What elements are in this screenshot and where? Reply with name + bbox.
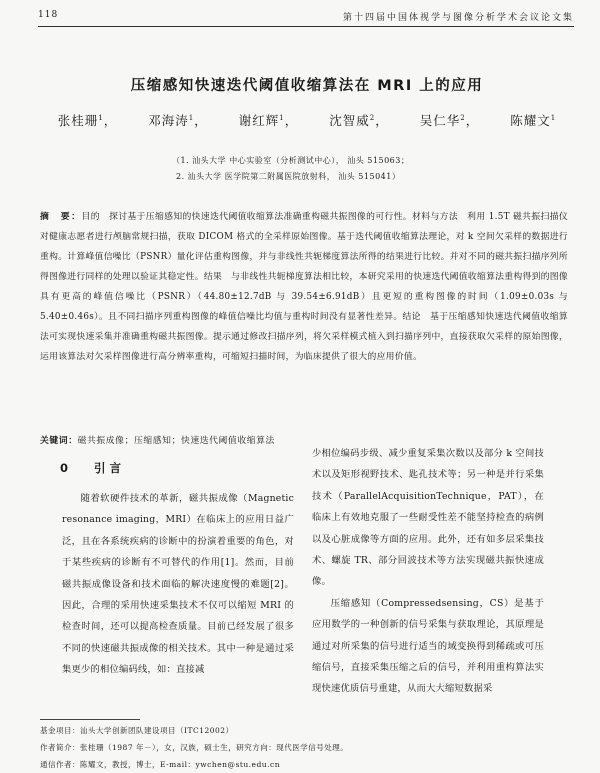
abstract-text: 目的 探讨基于压缩感知的快速迭代阈值收缩算法准确重构磁共振图像的可行性。材料与方法 利用 1.5T 磁共振扫描仪对健康志愿者进行颅脑常规扫描，获取 DICOM 格式的全采样原始图像。基于迭代阈值收缩算法理论，对 k 空间欠采样的数据进行重构。计算峰值信噪比（PSNR）量化评估重构图像，并与非线性共轭梯度算法所得的结果进行比较。并对不同的磁共振扫描序列所得图像进行同样的处理以验证其稳定性。结果 与非线性共轭梯度算法相比较，本研究采用的快速迭代阈值收缩算法重构得到的图像具有更高的峰值信噪比（PSNR）（44.80±12.7dB 与 39.54±6.91dB）且更短的重构图像的时间（1.09±0.03s 与 5.40±0.46s）。且不同扫描序列重构图像的峰值信噪比均值与重构时间没有显著性差异。结论 基于压缩感知快速迭代阈值收缩算法可实现快速采集并准确重构磁共振图像。提示通过修改扫描序列，将欠采样模式植入到扫描序列中，直接获取欠采样的原始图像，运用该算法对欠采样图像进行高分辨率重构，可缩短扫描时间，为临床提供了很大的应用价值。 (40, 212, 568, 362)
affiliations (172, 153, 409, 185)
abstract (40, 207, 568, 367)
paper-title: 压缩感知快速迭代阈值收缩算法在 MRI 上的应用 (130, 78, 484, 94)
paragraph: 随着软硬件技术的革新，磁共振成像（Magnetic resonance imaging，MRI）在临床上的应用日益广泛，且在各系统疾病的诊断中的扮演着重要的角色，对于某些疾病的诊断有不可替代的作用[1]。然而，目前磁共振成像设备和技术面临的解决速度慢的难题[2]。因此，合理的采用快速采集技术不仅可以缩短 MRI 的检查时间，还可以提高检查质量。目前已经发展了很多不同的快速磁共振成像的相关技术。其中一种是通过采集更少的相位编码线，如：直接减 (62, 493, 294, 676)
footnote-funding: 基金项目：汕头大学创新团队建设项目（ITC12002） (40, 726, 234, 735)
author: 邓海涛$^1$， (148, 113, 208, 128)
paragraph: 压缩感知（Compressedsensing，CS）是基于应用数学的一种创新的信号采集与获取理论，其原理是通过对所采集的信号进行适当的域变换得到稀疏或可压缩信号，直接采集压缩之后的信号，并利用重构算法实现快速优质信号重建，从而大大缩短数据采 (312, 597, 544, 695)
affiliation-line: （1. 汕头大学 中心实验室（分析测试中心）， 汕头 515063； (172, 156, 410, 165)
abstract-label: 摘 要： (40, 212, 82, 222)
right-column (312, 443, 544, 700)
author: 吴仁华$^2$， (419, 113, 480, 128)
section-number: 0 (60, 461, 73, 475)
footnotes (40, 722, 348, 773)
paragraph: 少相位编码步级、减少重复采集次数以及部分 k 空间技术以及矩形视野技术、匙孔技术等；另一种是并行采集技术（ParallelAcquisitionTechnique，PAT），在临床上有效地克服了一些耐受性差不能坚持检查的病例以及心脏成像等方面的应用。此外，还有如多层采集技术、螺旋 TR、部分回波技术等方法实现磁共振快速成像。 (312, 448, 544, 588)
affiliation-line: 2. 汕头大学 医学院第二附属医院放射科， 汕头 515041） (176, 172, 401, 181)
section-heading (60, 460, 125, 476)
footnote-author-bio: 作者简介：张桂珊（1987 年－），女，汉族，硕士生，研究方向：现代医学信号处理。 (40, 743, 349, 752)
author: 沈智威$^2$， (329, 113, 389, 128)
author: 陈耀文$^1$ (510, 113, 557, 128)
keywords-label: 关键词： (40, 436, 78, 446)
left-column (62, 488, 294, 681)
keywords-text: 磁共振成像；压缩感知；快速迭代阈值收缩算法 (77, 436, 275, 446)
journal-title: 第十四届中国体视学与图像分析学术会议论文集 (342, 13, 574, 23)
author: 谢红辉$^1$， (238, 113, 299, 128)
section-title: 引言 (94, 461, 126, 475)
header-rule (38, 26, 574, 27)
keywords (40, 433, 275, 446)
footnote-corresponding: 通信作者：陈耀文，教授，博士，E-mail：ywchen@stu.edu.cn (40, 760, 281, 769)
footnote-rule (40, 719, 140, 720)
page-number: 118 (38, 10, 59, 20)
running-header (38, 8, 574, 26)
author-list (40, 111, 574, 129)
author: 张桂珊$^1$， (57, 113, 118, 128)
